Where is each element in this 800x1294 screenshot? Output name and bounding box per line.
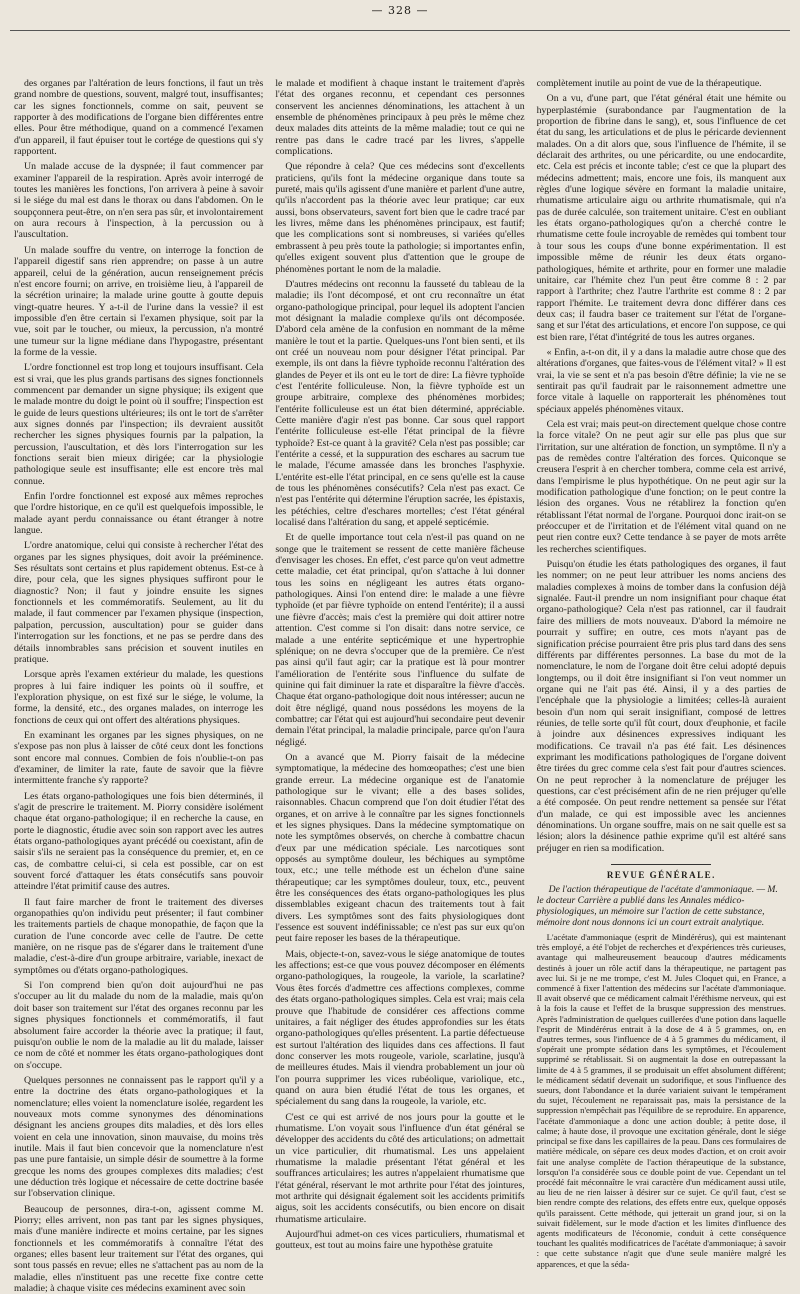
paragraph: Beaucoup de personnes, dira-t-on, agissent comme M. Piorry; elles arrivent, non pas tant par les signes physiques, mais d'une manière indirecte et moins certaine, par les signes fonctionnels et les commémoratifs à connaître l'état des organes; elles basent leur traitement sur l'état des organes, qui sont tous passés en revue; elles ne s'attachent pas au nom de la maladie, elles n'instituent pas une recette fixe contre cette maladie; à chaque visite ces médecins examinent avec soin xyxy=(14,1203,264,1294)
paragraph: Un malade accuse de la dyspnée; il faut commencer par examiner l'appareil de la respiration. Après avoir interrogé de toutes les manières les fonctions, l'on arrivera à peine à savoir si le siége du mal est dans le thorax ou dans l'abdomen. On le soupçonnera peut-être, on n'en sera pas sûr, et involontairement on aura recours à l'inspection, à la percussion ou à l'auscultation. xyxy=(14,161,264,241)
paragraph: En examinant les organes par les signes physiques, on ne s'expose pas non plus à laisser de côté ceux dont les fonctions sont encore mal connues. Combien de fois n'oublie-t-on pas d'examiner, de limiter la rate, faute de savoir que la fièvre intermittente franche s'y rapporte? xyxy=(14,729,264,787)
paragraph: D'autres médecins ont reconnu la fausseté du tableau de la maladie; ils l'ont décomposé, et ont cru reconnaître un état organo-pathologique principal, pour lequel ils adoptent l'ancien mot désignant la maladie complexe qu'ils ont décomposée. D'abord cela amène de la confusion en nommant de la même manière le tout et la partie. Quelques-uns l'ont bien senti, et ils ont créé un nouveau nom pour désigner l'état principal. Par exemple, ils ont dans la fièvre typhoïde reconnu l'altération des glandes de Peyer et ils ont eu le tort de dire: La fièvre typhoïde c'est l'entérite folliculeuse. Non, la fièvre typhoïde est un groupe arbitraire, complexe des phénomènes morbides; l'entérite folliculeuse est un état bien déterminé, appréciable. Cette manière d'agir n'est pas bonne. Car sous quel rapport l'entérite folliculeuse est-elle l'état principal de la fièvre typhoïde? Est-ce quant à la gravité? Cela n'est pas possible; car l'entérite a cessé, et la suppuration des eschares au sacrum tue le malade, l'écume amassée dans les bronches l'asphyxie. L'entérite est-elle l'état principal, en ce sens qu'elle est la cause de tous les phénomènes consécutifs? Cela n'est pas exact. Ce n'est pas l'entérite qui détermine l'éruption sacrée, les épistaxis, les pétéchies, celtre d'eschares mortelles; c'est l'état général localisé dans l'altération du sang, et appelé septicémie. xyxy=(275,278,525,529)
column-middle xyxy=(275,78,525,1252)
paragraph: complètement inutile au point de vue de la thérapeutique. xyxy=(536,78,762,89)
header-rule xyxy=(10,30,790,31)
paragraph: On a vu, d'une part, que l'état général était une hémite ou hyperplastémie (surabondance par l'augmentation de la proportion de fibrine dans le sang), et, sous l'influence de cet état du sang, les articulations et de plus le péricarde deviennent malades. On a dit alors que, sous l'influence de l'hémite, il se déclarait des arthrites, ou une péricardite, ou une endocardite, etc. Cela est précis et inconte table; c'est ce que la plupart des médecins admettent; mais, encore une fois, ils manquent aux règles d'une logique sévère en formant la maladie unitaire, rhumatisme articulaire aigu ou arthrite rhumatismale, qui n'a pas de durée calculée, son traitement unitaire. C'est en oubliant les états organo-pathologiques qu'on a cherché contre le rhumatisme cette foule incroyable de remèdes qui tombent tour à tour sous les coups d'une bonne expérimentation. Il est impossible même de réunir les deux états organo-pathologiques, hémite et arthrite, pour en former une maladie unitaire, car l'hémite chez l'un peut être comme 8 : 2 par rapport à l'arthrite; chez l'autre l'arthrite est comme 8 : 2 par rapport l'hémite. Le traitement devra donc différer dans ces deux cas; il faudra baser ce traitement sur l'état de l'organe-sang et sur l'état des articulations, et encore l'on suppose, ce qui est bien rare, l'état d'intégrité de tous les autres organes. xyxy=(536,93,786,343)
section-title: REVUE GÉNÉRALE. xyxy=(537,864,786,880)
paragraph: Cela est vrai; mais peut-on directement quelque chose contre la force vitale? On ne peut agir sur elle pas plus que sur l'irritation, sur une altération de fonction, un symptôme. Il n'y a pas de remèdes contre l'altération des forces. Quiconque se creusera l'esprit à en chercher tombera, comme cela est arrivé, dans l'empirisme le plus hypothétique. On ne peut agir sur la modification pathologique d'une fonction; on le peut contre la lésion des organes. Vous ne rétablirez la fonction qu'en rétablissant l'état normal de l'organe. Pourquoi donc irait-on se préoccuper et de l'irritation et de l'élément vital quand on ne peut rien contre eux? Cette tendance à se payer de mots arrête les recherches scientifiques. xyxy=(536,418,786,555)
paragraph: le malade et modifient à chaque instant le traitement d'après l'état des organes reconnu, et cependant ces personnes conservent les anciennes dénominations, les attachent à un ensemble de phénomènes principaux à peu près le même chez deux malades dits atteints de la même maladie; tout ce qui ne rentre pas dans le cadre tracé par les livres, s'appelle complications. xyxy=(275,78,525,158)
paragraph: Et de quelle importance tout cela n'est-il pas quand on ne songe que le traitement se ressent de cette manière fâcheuse d'envisager les choses. En effet, c'est parce qu'on veut admettre cette maladie, cet état principal, qu'on s'attache à lui donner tous les soins en négligeant les autres états organo-pathologiques. Ainsi l'on entend dire: le malade a une fièvre typhoïde (et par fièvre typhoïde on entend l'entérite); il a aussi une fièvre d'accès; mais c'est la première qui doit attirer notre attention. C'est comme si l'on disait: dans notre service, ce malade a une entérite septicémique et une hypertrophie splénique; on ne devra s'occuper que de la première. Ce n'est pas ainsi qu'il faut agir; car la pratique est là pour montrer l'amélioration de l'entérite sous l'influence du sulfate de quinine qui fait diminuer la rate et disparaître la fièvre d'accès. Chaque état organo-pathologique doit nous intéresser; aucun ne doit être négligé, quand nous possédons les moyens de la combattre; car l'état qui est aujourd'hui secondaire peut devenir demain l'état principal, la maladie principale, parce qu'on l'aura négligé. xyxy=(275,532,525,748)
paragraph: Quelques personnes ne connaissent pas le rapport qu'il y a entre la doctrine des états organo-pathologiques et la nomenclature; elles voient la nomenclature isolée, regardent les nouveaux mots comme synonymes des dénominations désignant les anciens groupes dits maladies, et dès lors elles voient en cela une innovation, sinon mauvaise, du moins très inutile. Mais il faut bien concevoir que la nomenclature n'est pas une pure fantaisie, un simple désir de soumettre à la forme grecque les noms des groupes complexes dits maladies; c'est une déduction très logique et nécessaire de cette doctrine basée sur l'observation clinique. xyxy=(14,1074,264,1200)
paragraph: L'ordre fonctionnel est trop long et toujours insuffisant. Cela est si vrai, que les plus grands partisans des signes fonctionnels commencent par demander un signe physique; ils exigent que le malade montre du doigt le point où il souffre; l'inspection est le guide de leurs questions ultérieures; ils ont le tort de s'arrêter aux signes donnés par l'inspection; ils devraient aussitôt rechercher les signes physiques fournis par la palpation, la percussion, l'auscultation, et dès lors l'interrogation sur les fonctions serait bien mieux dirigée; car la physiologie pathologique seule est insuffisante; elle est encore très mal connue. xyxy=(14,362,264,487)
column-left xyxy=(14,78,264,1294)
paragraph-small: L'acétate d'ammoniaque (esprit de Mindérérus), qui est maintenant très employé, a été l'objet de recherches et d'expériences très curieuses, avantage qui malheureusement beaucoup d'autres médicaments destinés à jouer un rôle actif dans la thérapeutique, ne partagent pas avec lui. Si je ne me trompe, c'est M. Jules Cloquet qui, en France, a commencé à fixer l'attention des médecins sur l'acétate d'ammoniaque. Il avait observé que ce médicament calmait l'éréthisme nerveux, qui est à la fois la cause et l'effet de la brusque suppression des menstrues. Après l'administration de quelques cuillerées d'une potion dans laquelle l'esprit de Mindérérus entrait à la dose de 4 à 5 grammes, on, en d'autres termes, sous l'influence de 4 à 5 grammes du médicament, il s'opérait une prompte sédation dans les symptômes, et l'écoulement supprimé se rétablissait. Si on augmentait la dose en outrepassant la limite de 4 à 5 grammes, il se produisait un effet absolument différent; le médicament sédatif devenait un sudorifique, et sous l'influence des sueurs, dont l'abondance et la durée variaient suivant le tempérament du sujet, l'écoulement ne reparaissait pas, mais la persistance de la suppression n'empêchait pas l'équilibre de se reproduire. En apparence, l'acétate d'ammoniaque a donc une action double; à petite dose, il calme; à haute dose, il provoque une excitation générale, dont le siége principal se fixe dans les capillaires de la peau. Dans ces formulaires de matière médicale, on sépare ces deux modes d'action, et on croit avoir fait une analyse complète de l'action thérapeutique de la substance, lorsqu'on l'a considérée sous ce double point de vue. Cependant un tel procédé fait méconnaître le vrai caractère d'un médicament aussi utile, au lieu de ne rien laisser à désirer sur ce sujet. Ce qu'il faut, c'est se bien rendre compte des relations, des effets entre eux, quelque opposés qu'ils paraissent. Cette méthode, qui jetterait un grand jour, si on la suivait fidèlement, sur le mode d'action et les limites d'influence des agents modificateurs de l'économie, conduit à cette conséquence touchant les qualités modificatrices de l'acétate d'ammoniaque; à savoir : que cette substance n'agit que d'une seule manière malgré les apparences, et que la séda- xyxy=(536,932,786,1269)
paragraph: Si l'on comprend bien qu'on doit aujourd'hui ne pas s'occuper au lit du malade du nom de la maladie, mais qu'on doit baser son traitement sur l'état des organes reconnu par les signes physiques fonctionnels et commémoratifs, il faut absolument faire accorder la théorie avec la pratique; il faut, puisqu'on oublie le nom de la maladie au lit du malade, laisser ce nom de côté et nommer les états organo-pathologiques dont on s'occupe. xyxy=(14,980,264,1071)
paragraph: « Enfin, a-t-on dit, il y a dans la maladie autre chose que des altérations d'organes, que faites-vous de l'élément vital? » Il est vrai, la vie se sent et n'a pas besoin d'être définie; la vie ne se sentirait pas qu'il faudrait par le raisonnement admettre une force vitale à laquelle on rapporterait les phénomènes tout spéciaux appelés phénomènes vitaux. xyxy=(536,346,786,415)
page-number: — 328 — xyxy=(371,4,429,17)
paragraph: Mais, objecte-t-on, savez-vous le siége anatomique de toutes les affections; est-ce que vous pouvez décomposer en éléments organo-pathologiques, la rougeole, la variole, la scarlatine? Vous êtes forcés d'admettre ces affections complexes, comme des états organo-pathologiques simples. Cela est vrai; mais cela prouve que l'habitude de considérer ces affections comme unitaires, a fait négliger des études approfondies sur les états organo-pathologiques qu'elles présentent. La partie défectueuse est surtout l'altération des liquides dans ces affections. Il faut donc conserver les mots rougeole, variole, scarlatine, jusqu'à de meilleures études. Mais il viendra probablement un jour où l'on pourra supprimer les vices rubéolique, variolique, etc., quand on aura bien étudié l'état de tous les organes, et spécialement du sang dans la rougeole, la variole, etc. xyxy=(275,948,525,1108)
paragraph: Un malade souffre du ventre, on interroge la fonction de l'appareil digestif sans rien apprendre; on passe à un autre appareil, celui de la génération, aucun renseignement précis n'est encore fourni; on arrive, en troisième lieu, à l'appareil de la sécrétion urinaire; la malade urine goutte à goutte depuis vingt-quatre heures. Y a-t-il de l'urine dans la vessie? il est impossible d'en être certain si l'examen physique, soit par la vue, soit par le toucher, ou mieux, la percussion, n'a montré une tumeur sur la ligne médiane dans l'hypogastre, présentant la forme de la vessie. xyxy=(14,244,264,358)
paragraph: Puisqu'on étudie les états pathologiques des organes, il faut les nommer; on ne peut leur attribuer les noms anciens des maladies complexes à moins de tomber dans la confusion déjà signalée. Faut-il prendre un nom insignifiant pour chaque état organo-pathologique? Cela n'est pas rationnel, car il faudrait faire des milliers de mots nouveaux. D'abord la mémoire ne pourrait y suffire; en outre, ces mots n'ayant pas de signification précise pourraient être pris plus tard dans des sens différents par différentes personnes. La base du mot de la nomenclature, le nom de l'organe doit être celui adopté depuis longtemps, ou il doit être insignifiant si l'on veut nommer un organe qui ne l'ait pas été. Ainsi, il y a des parties de l'encéphale que la physiologie a limitées; celles-là auraient besoin d'un nom qui serait insignifiant, composé de lettres réunies, de telle sorte qu'il fût court, doux d'euphonie, et facile à joindre aux désinences expressives indiquant les modifications. Ce travail n'a pas été fait. Les désinences exprimant les modifications pathologiques de l'organe doivent être tirées du grec comme cela s'est fait pour d'autres sciences. On ne peut reprocher à la nomenclature de préjuger les questions, car c'est précisément afin de ne rien préjuger qu'elle a été composée. On peut rendre nettement sa pensée sur l'état d'un malade, ce qui est impossible avec les anciennes dénominations. Un organe souffre, mais on ne sait quelle est sa lésion; alors la désinence pathie exprime qu'il est altéré sans préjuger en rien sa modification. xyxy=(536,559,786,854)
paragraph: L'ordre anatomique, celui qui consiste à rechercher l'état des organes par les signes physiques, doit avoir la prééminence. Ses résultats sont certains et plus rapidement obtenus. Est-ce à dire, pour cela, que les signes physiques suffiront pour le diagnostic? Non; il faut y joindre ensuite les signes fonctionnels et les commémoratifs. Seulement, au lit du malade, il faut commencer par l'examen physique (inspection, palpation, percussion, auscultation) pour se guider dans l'interrogation sur les fonctions, et ne pas se perdre dans des détails innombrables sans précision et souvent inutiles en pratique. xyxy=(14,540,264,665)
paragraph: Les états organo-pathologiques une fois bien déterminés, il s'agit de prescrire le traitement. M. Piorry considère isolément chaque état organo-pathologique; il en recherche la cause, en porte le diagnostic, étudie avec soin son rapport avec les autres états organo-pathologiques ayant précédé ou coexistant, afin de saisir s'ils ne seraient pas la conséquence du premier, et, en ce cas, de combattre celui-ci, si cela est possible, car on est souvent forcé d'attaquer les états consécutifs sans pouvoir atteindre l'état primitif cause des autres. xyxy=(14,790,264,893)
paragraph: C'est ce qui est arrivé de nos jours pour la goutte et le rhumatisme. L'on voyait sous l'influence d'un état général se développer des accidents du côté des articulations; on admettait un vice particulier, dit rhumatismal. Les uns appelaient rhumatisme la maladie présentant l'état général et les souffrances articulaires; les autres n'appelaient rhumatisme que l'état général, réservant le mot arthrite pour l'état des jointures, mot arthrite qui désignait également soit les accidents primitifs aigus, soit les accidents consécutifs, ou bien encore on disait rhumatisme articulaire. xyxy=(275,1111,525,1225)
column-right xyxy=(536,78,786,1269)
paragraph: Aujourd'hui admet-on ces vices particuliers, rhumatismal et goutteux, est tout au moins faire une hypothèse gratuite xyxy=(275,1229,525,1252)
paragraph: Il faut faire marcher de front le traitement des diverses organopathies qu'on individu peut présenter; il faut combiner les traitements partiels de chaque monopathie, de façon que la curation de l'une concorde avec celle de l'autre. De cette manière, on ne risque pas de s'égarer dans le traitement d'une maladie, c'est-à-dire d'un groupe arbitraire, variable, inexact de symptômes ou d'états organo-pathologiques. xyxy=(14,896,264,976)
section-intro: De l'action thérapeutique de l'acétate d'ammoniaque. — M. le docteur Carrière a publié dans les Annales médico-physiologiques, un mémoire sur l'action de cette substance, mémoire dont nous donnons ici un court extrait analytique. xyxy=(536,884,778,929)
paragraph: On a avancé que M. Piorry faisait de la médecine symptomatique, la médecine des homœopathes; c'est une bien grande erreur. La médecine organique est de l'anatomie pathologique sur le vivant; elle a des bases solides, raisonnables. Chacun comprend que l'on doit étudier l'état des organes, et on arrive à le connaître par les signes fonctionnels et les signes physiques. Dans la médecine symptomatique on note les symptômes observés, on cherche à combattre chacun d'eux par une médication spéciale. Les narcotiques sont opposés au symptôme douleur, les béchiques au symptôme toux, etc.; une telle méthode est un échelon d'une saine thérapeutique; car les symptômes douleur, toux, etc., peuvent être les conséquences des états organo-pathologiques les plus dissemblables exigeant chacun des traitements tout à fait divers. Les symptômes sont des faits physiologiques dont l'essence est souvent indéfinissable; ce n'est pas sur eux qu'on peut faire reposer les bases de la thérapeutique. xyxy=(275,751,525,945)
paragraph: Enfin l'ordre fonctionnel est exposé aux mêmes reproches que l'ordre historique, en ce qu'il est quelquefois impossible, le malade ayant perdu connaissance ou étant étranger à notre langue. xyxy=(14,491,264,537)
paragraph: Que répondre à cela? Que ces médecins sont d'excellents praticiens, qu'ils font la médecine organique dans toute sa pureté, mais qu'ils agissent d'une manière et parlent d'une autre, qu'ils n'accordent pas la théorie avec leur pratique; car eux aussi, bons observateurs, savent fort bien que le cadre tracé par les livres, même dans les phénomènes principaux, est fautif; que les complications sont si nombreuses, si variées qu'elles embrassent à peu près toute la pathologie; si importantes enfin, qu'elles exigent souvent plus d'attention que le groupe de phénomènes portant le nom de la maladie. xyxy=(275,161,525,275)
text-columns xyxy=(14,78,786,1294)
paragraph: Lorsque après l'examen extérieur du malade, les questions propres à lui faire indiquer les points où il souffre, et l'exploration physique, on est fixé sur le siége, le volume, la forme, la densité, etc., des organes malades, on interroge les fonctions de ceux qui ont offert des altérations physiques. xyxy=(14,669,264,726)
paragraph: des organes par l'altération de leurs fonctions, il faut un très grand nombre de questions, souvent, malgré tout, insuffisantes; car les signes fonctionnels, comme on sait, peuvent se rapporter à des modifications de l'organe bien différentes entre elles. Pour être méthodique, quand on a commencé l'examen d'un appareil, il faut épuiser tout le cortége de questions qui s'y rapportent. xyxy=(14,78,264,158)
